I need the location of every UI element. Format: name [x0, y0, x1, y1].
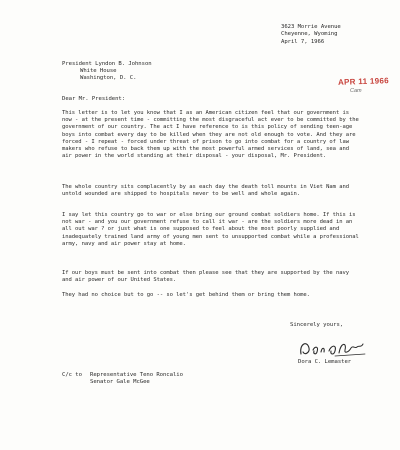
signer-name: Dora C. Lemaster	[298, 359, 352, 365]
body-paragraph-4: If our boys must be sent into combat then please see that they are supported by the navy and air power of our United States.	[62, 270, 349, 284]
recipient-line3: Washington, D. C.	[80, 75, 137, 81]
cc-recipient-1: Representative Teno Roncalio	[90, 372, 183, 378]
recipient-name: President Lyndon B. Johnson	[62, 61, 152, 67]
stamp-handwritten-note: Cam	[350, 88, 362, 94]
handwritten-signature	[295, 334, 367, 362]
recipient-line2: White House	[80, 68, 117, 74]
received-date-stamp: APR 11 1966	[337, 76, 390, 87]
body-paragraph-1: This letter is to let you know that I as an American citizen feel that our government is now - at the present time - committing the most disgraceful act ever to be committed by the government of our country. The act I have reference to is this policy of sending teen-age boys into combat every day to be killed when they are not old enough to vote. And they are forced - I repeat - forced under threat of prison to go into combat for a country of law makers who refuse to back them up with the most powerful armed services of land, sea and air power in the world standing at their disposal - your disposal, Mr. President.	[62, 110, 359, 160]
salutation: Dear Mr. President:	[62, 96, 126, 102]
body-paragraph-3: I say let this country go to war or else bring our ground combat soldiers home. If this is not war - and you our government refuse to call it war - are the soldiers more dead in an all out war ? or just what is one supposed to feel about the most poorly supplied and inadequately trained land army of young men sent to unsupported combat while a professional army, navy and air power stay at home.	[62, 212, 359, 247]
valediction: Sincerely yours,	[290, 322, 344, 328]
cc-recipient-2: Senator Gale McGee	[90, 379, 150, 385]
body-paragraph-5: They had no choice but to go -- so let's get behind them or bring them home.	[62, 292, 310, 298]
letter-date: April 7, 1966	[281, 39, 325, 45]
sender-address-line1: 3623 Morrie Avenue	[281, 24, 341, 30]
sender-address-line2: Cheyenne, Wyoming	[281, 31, 338, 37]
cc-prefix: C/c to	[62, 372, 82, 378]
body-paragraph-2: The whole country sits complacently by as each day the death toll mounts in Viet Nam and untold wounded are shipped to hospitals never to be well and whole again.	[62, 184, 349, 198]
